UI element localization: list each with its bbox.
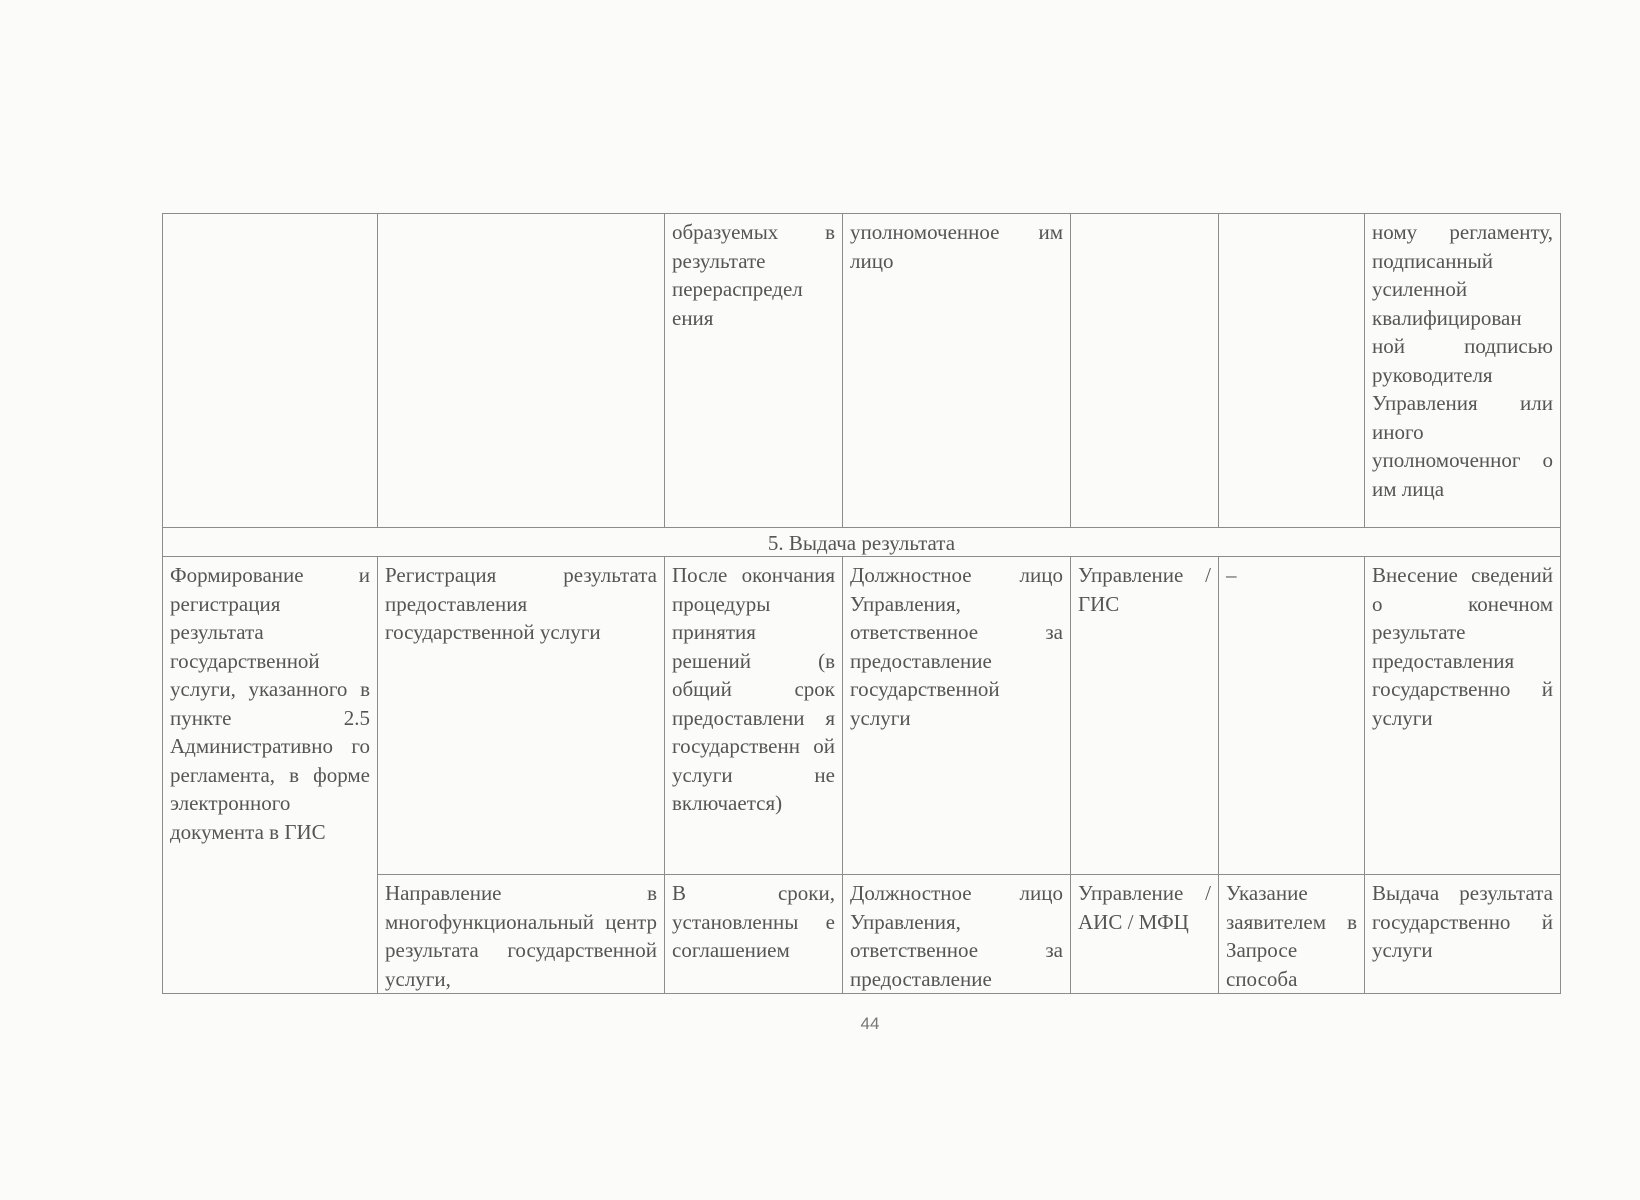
table-row-section-header <box>163 528 1561 557</box>
cell-continuation-col3: образуемых в результате перераспредел ения <box>665 214 843 528</box>
cell-direction-col4: Должностное лицо Управления, ответственное за предоставление <box>843 875 1071 994</box>
cell-registration-col7: Внесение сведений о конечном результате предоставления государственно й услуги <box>1365 557 1561 875</box>
cell-direction-col2: Направление в многофункциональный центр результата государственной услуги, <box>378 875 665 994</box>
admin-procedures-table <box>162 213 1561 994</box>
cell-registration-col4: Должностное лицо Управления, ответственное за предоставление государственной услуги <box>843 557 1071 875</box>
cell-continuation-col2 <box>378 214 665 528</box>
cell-registration-col3: После окончания процедуры принятия решений (в общий срок предоставлени я государственн ой услуги не включается) <box>665 557 843 875</box>
section-title: 5. Выдача результата <box>163 528 1561 557</box>
cell-continuation-col1 <box>163 214 378 528</box>
cell-direction-col6: Указание заявителем в Запросе способа <box>1219 875 1365 994</box>
cell-registration-col5: Управление / ГИС <box>1071 557 1219 875</box>
cell-continuation-col7: ному регламенту, подписанный усиленной квалифицирован ной подписью руководителя Управления или иного уполномоченног о им лица <box>1365 214 1561 528</box>
cell-action-formation: Формирование и регистрация результата государственной услуги, указанного в пункте 2.5 Административно го регламента, в форме электронного документа в ГИС <box>163 557 378 994</box>
table-row-continuation <box>163 214 1561 528</box>
cell-continuation-col6 <box>1219 214 1365 528</box>
cell-direction-col5: Управление / АИС / МФЦ <box>1071 875 1219 994</box>
cell-continuation-col4: уполномоченное им лицо <box>843 214 1071 528</box>
cell-registration-col6: – <box>1219 557 1365 875</box>
cell-direction-col7: Выдача результата государственно й услуги <box>1365 875 1561 994</box>
cell-registration-col2: Регистрация результата предоставления государственной услуги <box>378 557 665 875</box>
page-number: 44 <box>860 1014 880 1033</box>
table-row-registration <box>163 557 1561 875</box>
cell-direction-col3: В сроки, установленны е соглашением <box>665 875 843 994</box>
cell-continuation-col5 <box>1071 214 1219 528</box>
